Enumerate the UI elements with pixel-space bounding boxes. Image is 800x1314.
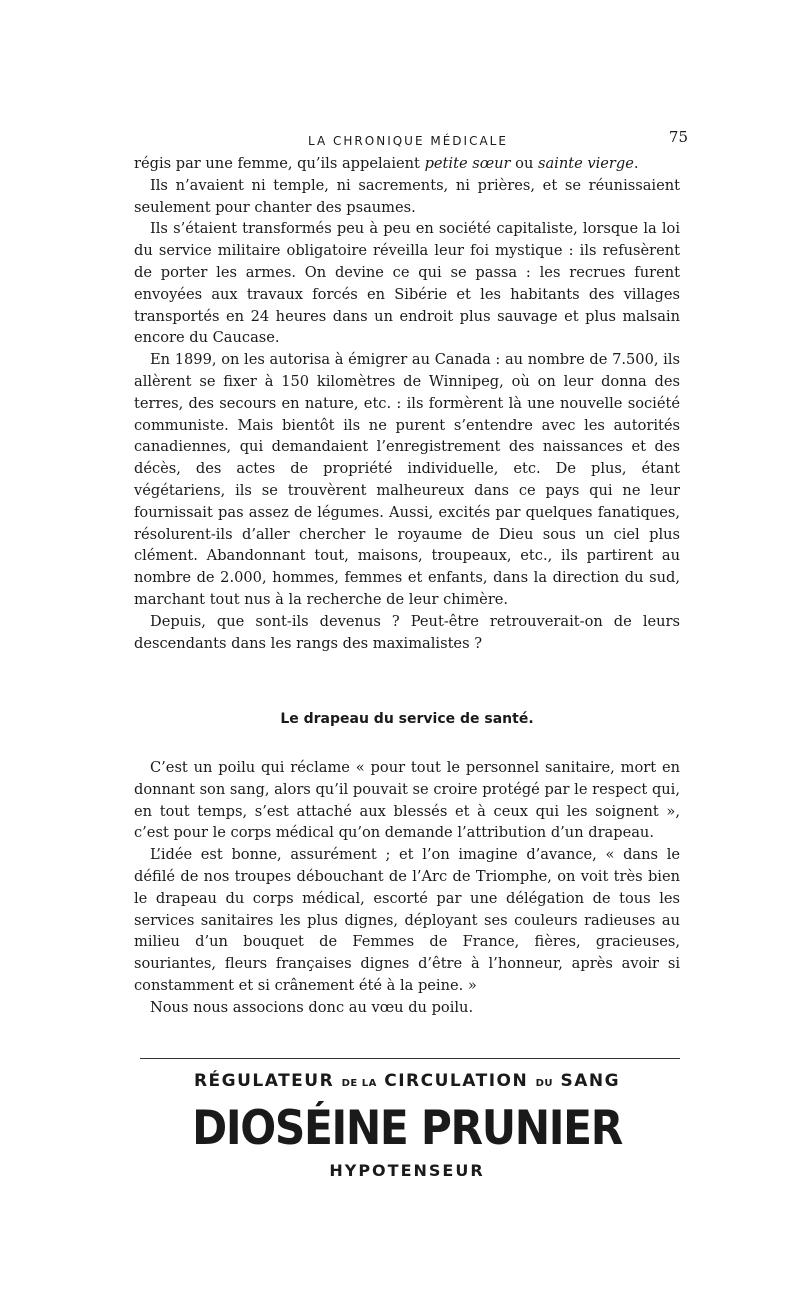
text-run: ou [510, 155, 538, 172]
paragraph: Nous nous associons donc au vœu du poilu. [150, 998, 474, 1016]
text-run: . [633, 155, 639, 172]
ad-product-name: DIOSÉINE PRUNIER [192, 1101, 622, 1156]
ad-subtitle: HYPOTENSEUR [329, 1161, 485, 1180]
paragraph: En 1899, on les autorisa à émigrer au Canada : au nombre de 7.500, ils allèrent se fixer à 150 kilomètres de Winnipeg, où on leur donna des terres, des secours en nature, etc. : ils formèrent là une nouvelle société communiste. Mais bientôt ils ne purent s’entendre avec les autorités canadiennes, qui demandaient l’enregistrement des naissances et des décès, des actes de propriété individuelle, etc. De plus, étant végétariens, ils se trouvèrent malheureux dans ce pays qui ne leur fournissait pas assez de légumes. Aussi, excités par quelques fanatiques, résolurent-ils d’aller chercher le royaume de Dieu sous un ciel plus clément. Abandonnant tout, maisons, troupeaux, etc., ils partirent au nombre de 2.000, hommes, femmes et enfants, dans la direction du sud, marchant tout nus à la recherche de leur chimère. [134, 351, 680, 608]
article-continuation [134, 153, 680, 654]
ad-word: SANG [560, 1071, 621, 1091]
paragraph [134, 153, 680, 175]
paragraph: Ils s’étaient transformés peu à peu en société capitaliste, lorsque la loi du service militaire obligatoire réveilla leur foi mystique : ils refusèrent de porter les armes. On devine ce qui se passa : les recrues furent envoyées aux travaux forcés en Sibérie et les habitants des villages transportés en 24 heures dans un endroit plus sauvage et plus malsain encore du Caucase. [134, 220, 680, 347]
paragraph: C’est un poilu qui réclame « pour tout le personnel sanitaire, mort en donnant son sang, alors qu’il pouvait se croire protégé par le respect qui, en tout temps, s’est attaché aux blessés et à ceux qui les soignent », c’est pour le corps médical qu’on demande l’attribution d’un drapeau. [134, 759, 680, 842]
ad-tagline [134, 1066, 680, 1099]
paragraph: Depuis, que sont-ils devenus ? Peut-être retrouverait-on de leurs descendants dans les rangs des maximalistes ? [134, 612, 680, 652]
ad-word: RÉGULATEUR [193, 1071, 335, 1091]
advertisement [134, 1066, 680, 1183]
italic-term: petite sœur [424, 155, 511, 172]
ad-word: CIRCULATION [384, 1071, 529, 1091]
page-number: 75 [668, 128, 688, 146]
paragraph: Ils n’avaient ni temple, ni sacrements, ni prières, et se réunissaient seulement pour chanter des psaumes. [134, 176, 680, 216]
section-heading: Le drapeau du service de santé. [280, 711, 534, 727]
text-run: régis par une femme, qu’ils appelaient [134, 155, 425, 172]
ad-small-word: DU [535, 1078, 554, 1089]
running-title: LA CHRONIQUE MÉDICALE [308, 134, 508, 148]
article-drapeau [134, 757, 680, 1019]
paragraph: L’idée est bonne, assurément ; et l’on imagine d’avance, « dans le défilé de nos troupes débouchant de l’Arc de Triomphe, on voit très bien le drapeau du corps médical, escorté par une délégation de tous les services sanitaires les plus dignes, déployant ses couleurs radieuses au milieu d’un bouquet de Femmes de France, fières, gracieuses, souriantes, fleurs françaises dignes d’être à l’honneur, après avoir si constamment et si crânement été à la peine. » [134, 846, 680, 994]
advertisement-divider [140, 1058, 680, 1059]
running-header [136, 128, 688, 152]
italic-term: sainte vierge [537, 155, 634, 172]
ad-small-word: DE LA [341, 1078, 377, 1089]
